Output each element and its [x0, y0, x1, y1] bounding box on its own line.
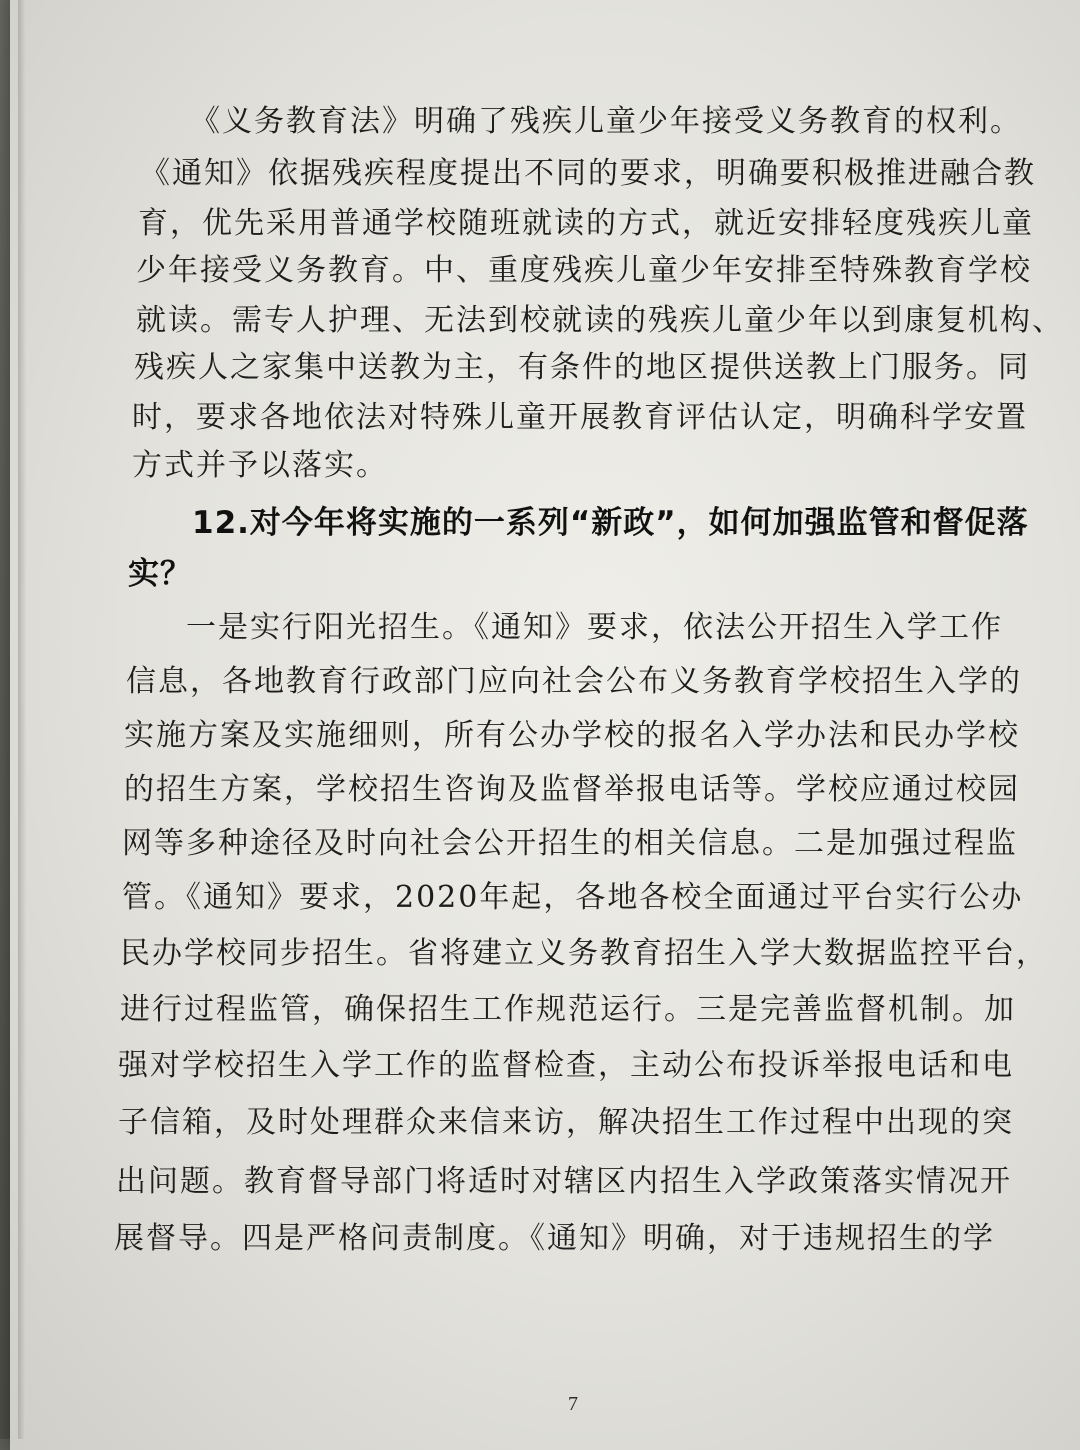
page-number: 7: [568, 1393, 578, 1415]
paragraph2-line-6: 管。《通知》要求，2020年起，各地各校全面通过平台实行公办: [122, 880, 1024, 915]
paragraph2-line-1: 一是实行阳光招生。《通知》要求，依法公开招生入学工作: [186, 610, 1003, 645]
paragraph2-line-7: 民办学校同步招生。省将建立义务教育招生入学大数据监控平台，: [120, 936, 1048, 971]
question-heading-line-2: 实？: [128, 556, 192, 592]
paragraph2-line-5: 网等多种途径及时向社会公开招生的相关信息。二是加强过程监: [122, 826, 1018, 861]
paragraph2-line-8: 进行过程监管，确保招生工作规范运行。三是完善监督机制。加: [120, 992, 1016, 1027]
paragraph1-line-4: 少年接受义务教育。中、重度残疾儿童少年安排至特殊教育学校: [136, 253, 1032, 288]
paragraph1-line-8: 方式并予以落实。: [132, 448, 388, 483]
paragraph2-line-3: 实施方案及实施细则，所有公办学校的报名入学办法和民办学校: [124, 718, 1020, 753]
paragraph1-line-5: 就读。需专人护理、无法到校就读的残疾儿童少年以到康复机构、: [136, 303, 1064, 338]
paragraph2-line-12: 展督导。四是严格问责制度。《通知》明确，对于违规招生的学: [114, 1221, 995, 1256]
paragraph1-line-3: 育，优先采用普通学校随班就读的方式，就近安排轻度残疾儿童: [138, 206, 1034, 241]
paper-edge: [18, 0, 26, 1439]
paragraph1-line-2: 《通知》依据残疾程度提出不同的要求，明确要积极推进融合教: [140, 156, 1036, 191]
paragraph2-line-4: 的招生方案，学校招生咨询及监督举报电话等。学校应通过校园: [124, 772, 1020, 807]
paragraph2-line-11: 出问题。教育督导部门将适时对辖区内招生入学政策落实情况开: [116, 1164, 1012, 1199]
paragraph1-line-1: 《义务教育法》明确了残疾儿童少年接受义务教育的权利。: [190, 104, 1022, 139]
paragraph1-line-6: 残疾人之家集中送教为主，有条件的地区提供送教上门服务。同: [134, 350, 1030, 385]
paragraph1-line-7: 时，要求各地依法对特殊儿童开展教育评估认定，明确科学安置: [132, 400, 1028, 435]
paragraph2-line-10: 子信箱，及时处理群众来信来访，解决招生工作过程中出现的突: [118, 1105, 1014, 1140]
question-heading-line-1: 12.对今年将实施的一系列“新政”，如何加强监管和督促落: [192, 505, 1029, 541]
paragraph2-line-9: 强对学校招生入学工作的监督检查，主动公布投诉举报电话和电: [118, 1048, 1014, 1083]
paragraph2-line-2: 信息，各地教育行政部门应向社会公布义务教育学校招生入学的: [126, 664, 1022, 699]
